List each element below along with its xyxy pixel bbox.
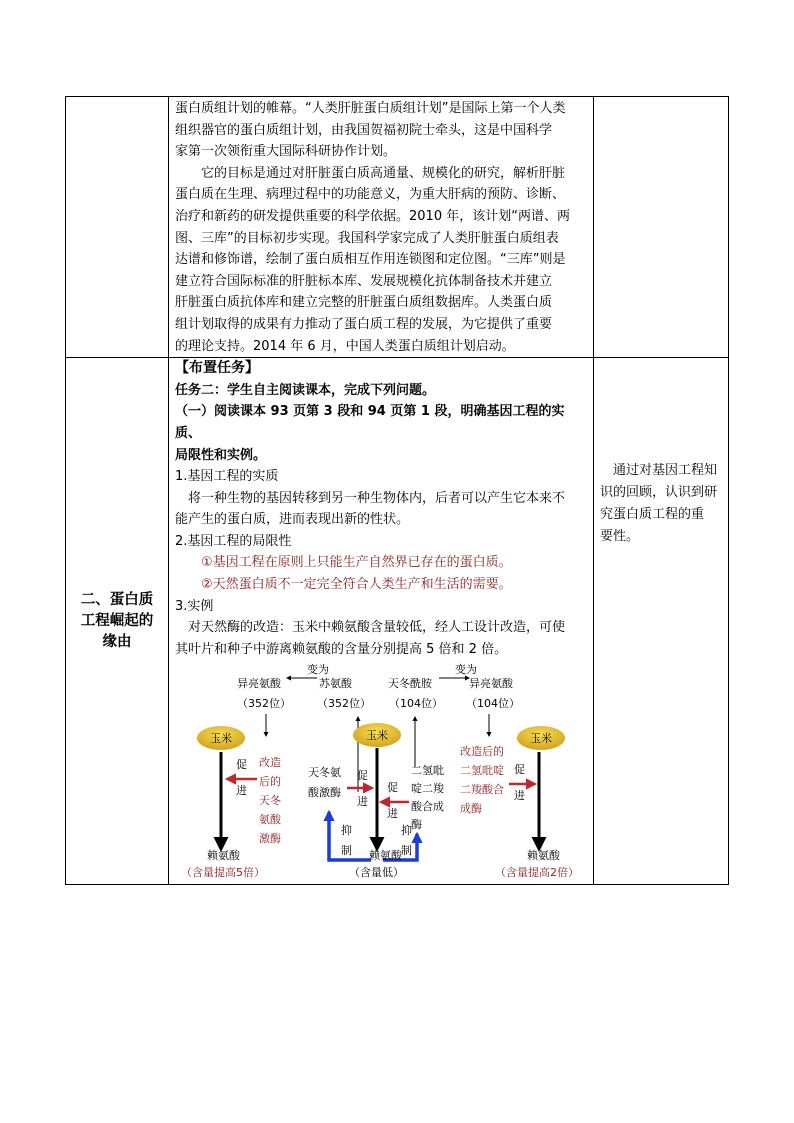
task-subtitle: 局限性和实例。 [175, 447, 267, 463]
label-line: 天冬氨 [308, 766, 341, 780]
task-text [169, 358, 593, 660]
change-label: 变为 [307, 663, 329, 677]
modified-enzyme-label-2 [460, 744, 504, 815]
reading-passage [169, 97, 593, 357]
label-line: 酸合成 [411, 800, 444, 814]
label-line: 啶二羧 [411, 782, 444, 796]
promote-label: 进 [357, 795, 368, 809]
enzyme-label-2 [411, 763, 444, 831]
point-text: 能产生的蛋白质，进而表现出新的性状。 [175, 512, 410, 528]
lysine-note: （含量提高2倍） [495, 866, 579, 880]
passage-line: 蛋白质组计划的帷幕。“人类肝脏蛋白质组计划”是国际上第一个人类 [175, 101, 566, 116]
passage-line: 家第一次领衔重大国际科研协作计划。 [175, 144, 397, 160]
section-title-line: 二、蛋白质 [80, 591, 154, 608]
label-line: 天冬 [259, 794, 281, 808]
passage-line: 组计划取得的成果有力推动了蛋白质工程的发展，为它提供了重要 [175, 316, 553, 332]
label-line: 激酶 [259, 832, 281, 846]
amino-acid-label: 异亮氨酸 [469, 677, 513, 691]
note-line: 要性。 [600, 529, 640, 545]
enzyme-label-1 [308, 765, 341, 799]
lysine-note: （含量提高5倍） [181, 866, 265, 880]
inhibit-label: 抑 [341, 824, 352, 838]
amino-acid-label: 异亮氨酸 [237, 677, 281, 691]
lysine-label: 赖氨酸 [207, 849, 240, 863]
position-label: （104位） [466, 697, 520, 711]
promote-label: 进 [514, 789, 525, 803]
label-line: 成酶 [460, 802, 482, 816]
point-text: 将一种生物的基因转移到另一种生物体内，后者可以产生它本来不 [188, 490, 566, 506]
row1-left-cell [66, 97, 169, 358]
inhibit-label: 制 [341, 844, 352, 858]
note-line: 究蛋白质工程的重 [600, 507, 705, 523]
modified-enzyme-label-1 [259, 755, 282, 845]
note-line: 识的回顾，认识到研 [600, 485, 718, 501]
table-row [66, 97, 729, 358]
label-line: 酸激酶 [308, 786, 341, 800]
corn-label: 玉米 [530, 732, 552, 746]
passage-line: 的理论支持。2014 年 6 月，中国人类蛋白质组计划启动。 [175, 338, 515, 354]
inhibit-label: 抑 [401, 824, 412, 838]
example-text: 其叶片和种子中游离赖氨酸的含量分别提高 5 倍和 2 倍。 [175, 641, 508, 657]
label-line: 二羧酸合 [460, 783, 504, 797]
promote-label: 进 [387, 807, 398, 821]
amino-acid-label: 苏氨酸 [319, 677, 352, 691]
limitation-item: ①基因工程在原则上只能生产自然界已存在的蛋白质。 [201, 555, 512, 571]
corn-label: 玉米 [210, 732, 232, 746]
lysine-note: （含量低） [349, 866, 404, 880]
design-intent-note [594, 358, 728, 548]
passage-line: 建立符合国际标准的肝脏标本库、发展规模化抗体制备技术并建立 [175, 273, 553, 289]
label-line: 二氢吡啶 [460, 764, 504, 778]
lysine-pathway-diagram [169, 662, 593, 884]
label-line: 改造后的 [460, 745, 504, 759]
design-intent-cell [594, 358, 729, 885]
promote-label: 促 [387, 781, 398, 795]
label-line: 改造 [259, 756, 281, 770]
passage-line: 达谱和修饰谱，绘制了蛋白质相互作用连锁图和定位图。“三库”则是 [175, 252, 566, 268]
passage-line: 治疗和新药的研发提供重要的科学依据。2010 年，该计划“两谱、两 [175, 208, 570, 224]
limitation-item: ②天然蛋白质不一定完全符合人类生产和生活的需要。 [201, 577, 512, 593]
label-line: 后的 [259, 775, 281, 789]
promote-label: 促 [357, 769, 368, 783]
task-content-cell [169, 358, 594, 885]
inhibit-label: 制 [401, 844, 412, 858]
row1-right-cell [594, 97, 729, 358]
task-heading: 【布置任务】 [175, 360, 259, 377]
passage-line: 肝脏蛋白质抗体库和建立完整的肝脏蛋白质组数据库。人类蛋白质 [175, 295, 553, 311]
passage-line: 它的目标是通过对肝脏蛋白质高通量、规模化的研究，解析肝脏 [201, 165, 566, 181]
label-line: 氨酸 [259, 813, 281, 827]
amino-acid-label: 天冬酰胺 [388, 677, 432, 691]
task-subtitle: （一）阅读课本 93 页第 3 段和 94 页第 1 段，明确基因工程的实质、 [175, 404, 565, 441]
section-title-line: 缘由 [102, 633, 132, 650]
position-label: （104位） [389, 697, 443, 711]
passage-line: 图、三库”的目标初步实现。我国科学家完成了人类肝脏蛋白质组表 [175, 230, 559, 246]
point-heading: 3.实例 [175, 598, 214, 614]
promote-label: 促 [236, 758, 247, 772]
task-title: 任务二：学生自主阅读课本，完成下列问题。 [175, 382, 436, 398]
label-line: 二氢吡 [411, 764, 444, 778]
change-label: 变为 [455, 663, 477, 677]
passage-line: 蛋白质在生理、病理过程中的功能意义，为重大肝病的预防、诊断、 [175, 187, 566, 203]
label-line: 酶 [411, 818, 422, 832]
lysine-label: 赖氨酸 [527, 849, 560, 863]
corn-label: 玉米 [366, 729, 388, 743]
lysine-label: 赖氨酸 [369, 849, 402, 863]
promote-label: 促 [514, 763, 525, 777]
section-title [66, 590, 168, 653]
section-title-line: 工程崛起的 [80, 612, 154, 629]
promote-label: 进 [236, 784, 247, 798]
position-label: （352位） [237, 697, 291, 711]
passage-line: 组织器官的蛋白质组计划，由我国贺福初院士牵头，这是中国科学 [175, 122, 553, 138]
example-text: 对天然酶的改造：玉米中赖氨酸含量较低，经人工设计改造，可使 [188, 620, 566, 636]
point-heading: 2.基因工程的局限性 [175, 533, 292, 549]
point-heading: 1.基因工程的实质 [175, 469, 279, 485]
table-row [66, 358, 729, 885]
section-title-cell [66, 358, 169, 885]
lesson-table [65, 96, 729, 885]
row1-content-cell [169, 97, 594, 358]
position-label: （352位） [317, 697, 371, 711]
note-line: 通过对基因工程知 [613, 463, 718, 479]
